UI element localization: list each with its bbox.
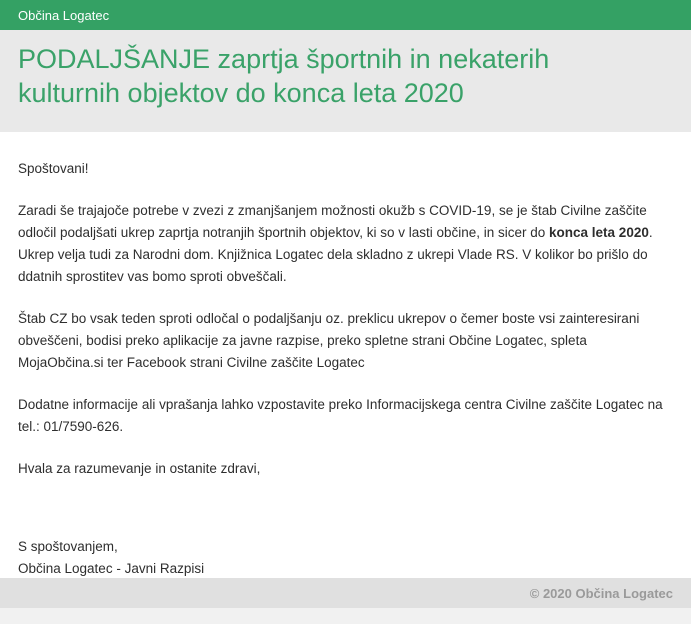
paragraph-weekly-decision: Štab CZ bo vsak teden sproti odločal o podaljšanju oz. preklicu ukrepov o čemer boste vsi zainteresirani obveščeni, bodisi preko aplikacije za javne razpise, preko spletne strani Občine Logatec, spleta MojaObčina.si ter Facebook strani Civilne zaščite Logatec xyxy=(18,311,640,370)
salutation: Spoštovani! xyxy=(18,161,89,176)
brand-link[interactable]: Občina Logatec xyxy=(18,7,110,23)
header-bar xyxy=(0,0,691,30)
signature-author: Občina Logatec - Javni Razpisi xyxy=(18,561,205,576)
page-title: PODALJŠANJE zaprtja športnih in nekaterih kulturnih objektov do konca leta 2020 xyxy=(18,44,550,108)
bottom-strip xyxy=(0,608,691,624)
paragraph-covid-measure-start: Zaradi še trajajoče potrebe v zvezi z zmanjšanjem možnosti okužb s COVID-19, se je štab Civilne zaščite odločil podaljšati ukrep zaprtja notranjih športnih objektov, ki so v lasti občine, in sicer do xyxy=(18,203,647,240)
hero-banner xyxy=(0,30,691,132)
paragraph-contact-info: Dodatne informacije ali vprašanja lahko vzpostavite preko Informacijskega centra Civilne zaščite Logatec na tel.: 01/7590-626. xyxy=(18,397,663,434)
signature-block xyxy=(18,536,673,578)
paragraph-covid-measure xyxy=(18,200,673,288)
footer-bar xyxy=(0,578,691,608)
paragraph-thanks: Hvala za razumevanje in ostanite zdravi, xyxy=(18,461,261,476)
signature-regards: S spoštovanjem, xyxy=(18,539,118,554)
paragraph-covid-measure-end: . Ukrep velja tudi za Narodni dom. Knjižnica Logatec dela skladno z ukrepi Vlade RS. V kolikor bo prišlo do ddatnih sprostitev vas bomo sproti obveščali. xyxy=(18,225,653,284)
article-body xyxy=(0,132,691,578)
deadline-highlight: konca leta 2020 xyxy=(549,225,649,240)
copyright-text: © 2020 Občina Logatec xyxy=(529,585,673,601)
